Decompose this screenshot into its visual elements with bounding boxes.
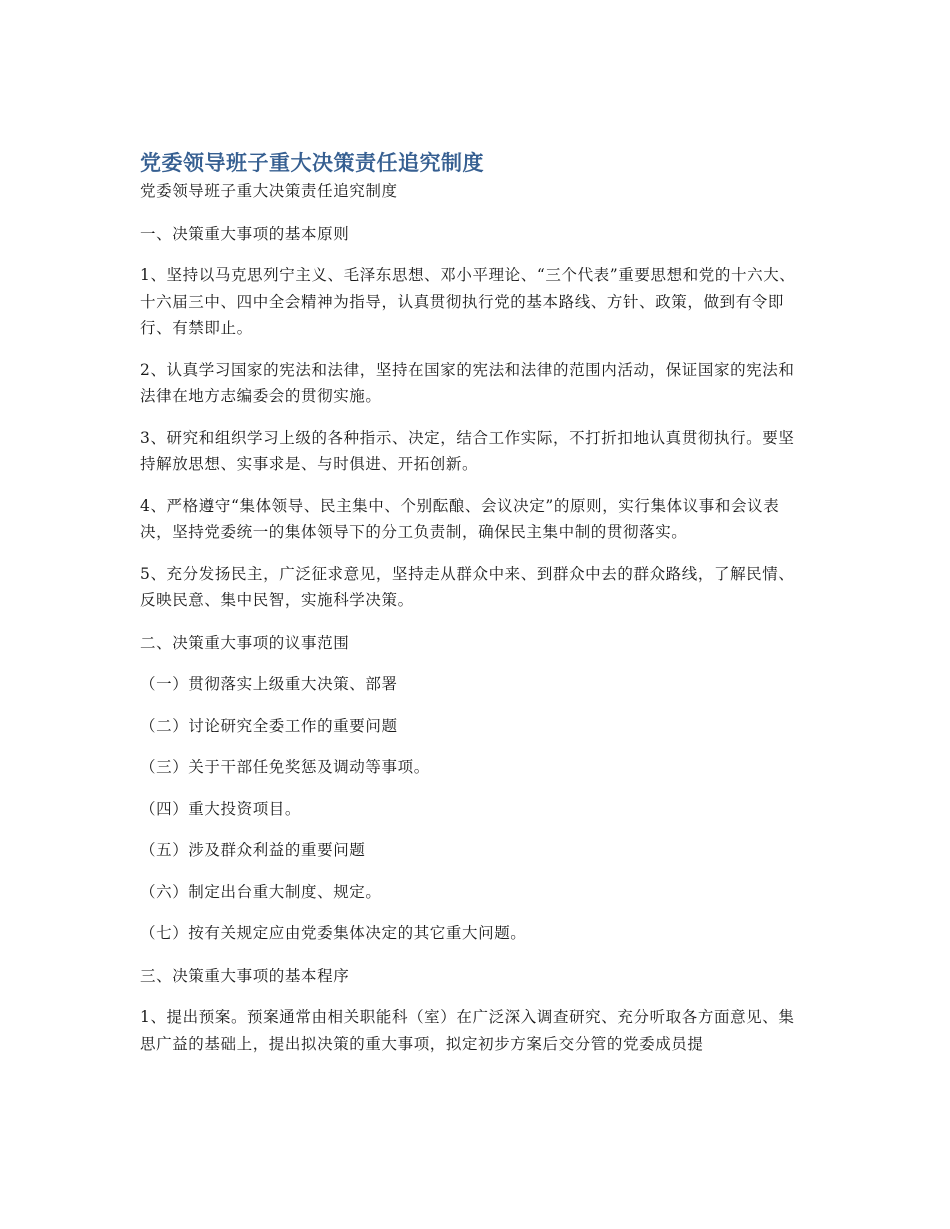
- principle-paragraph: 1、坚持以马克思列宁主义、毛泽东思想、邓小平理论、“三个代表”重要思想和党的十六大、十六届三中、四中全会精神为指导，认真贯彻执行党的基本路线、方针、政策，做到有令即行、有禁即止。: [140, 266, 796, 337]
- principle-paragraph: 4、严格遵守“集体领导、民主集中、个别酝酿、会议决定”的原则，实行集体议事和会议表决，坚持党委统一的集体领导下的分工负责制，确保民主集中制的贯彻落实。: [140, 496, 780, 541]
- section-heading-scope: 二、决策重大事项的议事范围: [140, 633, 350, 652]
- document-title: 党委领导班子重大决策责任追究制度: [140, 151, 484, 175]
- scope-list-item: （六）制定出台重大制度、规定。: [140, 882, 382, 901]
- scope-list-item: （七）按有关规定应由党委集体决定的其它重大问题。: [140, 924, 527, 942]
- document-body: [140, 148, 810, 1057]
- section-heading-principles: 一、决策重大事项的基本原则: [140, 224, 350, 243]
- principle-paragraph: 5、充分发扬民主，广泛征求意见，坚持走从群众中来、到群众中去的群众路线，了解民情、反映民意、集中民智，实施科学决策。: [140, 564, 795, 609]
- document-subtitle: 党委领导班子重大决策责任追究制度: [140, 182, 398, 200]
- scope-list-item: （五）涉及群众利益的重要问题: [140, 841, 366, 859]
- scope-list-item: （四）重大投资项目。: [140, 799, 302, 818]
- scope-list-item: （二）讨论研究全委工作的重要问题: [140, 716, 398, 735]
- principle-paragraph: 3、研究和组织学习上级的各种指示、决定，结合工作实际，不打折扣地认真贯彻执行。要坚持解放思想、实事求是、与时俱进、开拓创新。: [140, 428, 795, 473]
- scope-list-item: （三）关于干部任免奖惩及调动等事项。: [140, 758, 430, 776]
- section-heading-procedure: 三、决策重大事项的基本程序: [140, 966, 350, 985]
- principle-paragraph: 2、认真学习国家的宪法和法律，坚持在国家的宪法和法律的范围内活动，保证国家的宪法和法律在地方志编委会的贯彻实施。: [140, 360, 795, 405]
- procedure-paragraph: 1、提出预案。预案通常由相关职能科（室）在广泛深入调查研究、充分听取各方面意见、集思广益的基础上，提出拟决策的重大事项，拟定初步方案后交分管的党委成员提: [140, 1008, 795, 1053]
- scope-list-item: （一）贯彻落实上级重大决策、部署: [140, 675, 398, 693]
